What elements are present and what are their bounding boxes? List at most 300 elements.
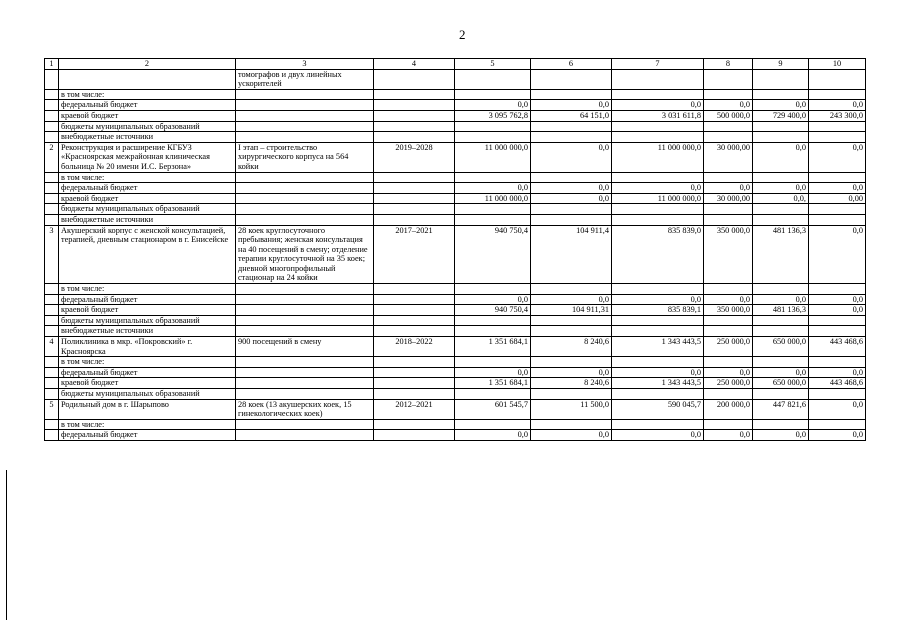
cell-col-7: [612, 326, 704, 337]
cell-col-5: 601 545,7: [455, 399, 531, 419]
cell-col-7: [612, 315, 704, 326]
cell-col-2: в том числе:: [59, 357, 236, 368]
cell-col-4: [374, 132, 455, 143]
cell-col-3: [236, 100, 374, 111]
cell-col-9: [753, 204, 809, 215]
cell-col-4: [374, 69, 455, 89]
cell-col-2: Реконструкция и расширение КГБУЗ «Красноярская межрайонная клиническая больница № 20 имени И.С. Берзона»: [59, 142, 236, 172]
cell-col-8: [704, 132, 753, 143]
cell-col-4: [374, 204, 455, 215]
cell-col-10: [809, 357, 866, 368]
cell-col-6: [531, 172, 612, 183]
cell-col-8: [704, 389, 753, 400]
cell-col-9: 0,0: [753, 294, 809, 305]
cell-col-10: 0,00: [809, 193, 866, 204]
cell-col-7: 835 839,1: [612, 305, 704, 316]
table-row: [45, 326, 866, 337]
cell-col-2: Акушерский корпус с женской консультацией, терапией, дневным стационаром в г. Енисейске: [59, 225, 236, 284]
cell-col-9: 0,0,: [753, 193, 809, 204]
cell-col-4: [374, 193, 455, 204]
cell-col-7: 0,0: [612, 183, 704, 194]
column-header: 6: [531, 59, 612, 70]
cell-col-10: [809, 326, 866, 337]
cell-col-2: в том числе:: [59, 284, 236, 295]
cell-col-10: 443 468,6: [809, 378, 866, 389]
cell-col-2: бюджеты муниципальных образований: [59, 121, 236, 132]
cell-col-1: [45, 193, 59, 204]
cell-col-8: 500 000,0: [704, 110, 753, 121]
cell-col-9: [753, 419, 809, 430]
cell-col-4: [374, 183, 455, 194]
cell-col-8: [704, 315, 753, 326]
cell-col-5: [455, 172, 531, 183]
cell-col-10: 0,0: [809, 100, 866, 111]
cell-col-1: [45, 89, 59, 100]
column-header: 8: [704, 59, 753, 70]
cell-col-8: [704, 89, 753, 100]
cell-col-3: [236, 430, 374, 441]
table-row: [45, 284, 866, 295]
cell-col-2: краевой бюджет: [59, 305, 236, 316]
table-body: [45, 59, 866, 441]
table-row: [45, 337, 866, 357]
cell-col-1: 4: [45, 337, 59, 357]
cell-col-5: 0,0: [455, 430, 531, 441]
cell-col-2: [59, 69, 236, 89]
cell-col-10: 0,0: [809, 225, 866, 284]
cell-col-9: 0,0: [753, 142, 809, 172]
cell-col-3: 28 коек круглосуточного пребывания; женская консультация на 40 посещений в смену; отделение терапии круглосуточной на 35 коек; дневной многопрофильный стационар на 24 койки: [236, 225, 374, 284]
cell-col-2: федеральный бюджет: [59, 294, 236, 305]
cell-col-6: [531, 326, 612, 337]
cell-col-3: [236, 378, 374, 389]
cell-col-8: 0,0: [704, 430, 753, 441]
cell-col-6: 0,0: [531, 183, 612, 194]
cell-col-7: 3 031 611,8: [612, 110, 704, 121]
cell-col-4: [374, 214, 455, 225]
cell-col-4: [374, 305, 455, 316]
table-row: [45, 389, 866, 400]
cell-col-6: 11 500,0: [531, 399, 612, 419]
table-row: [45, 183, 866, 194]
cell-col-5: [455, 214, 531, 225]
column-header: 9: [753, 59, 809, 70]
cell-col-6: [531, 132, 612, 143]
table-row: [45, 110, 866, 121]
cell-col-2: федеральный бюджет: [59, 430, 236, 441]
cell-col-6: [531, 419, 612, 430]
cell-col-9: [753, 69, 809, 89]
cell-col-8: [704, 357, 753, 368]
cell-col-5: 11 000 000,0: [455, 193, 531, 204]
cell-col-5: [455, 89, 531, 100]
cell-col-4: [374, 89, 455, 100]
table-row: [45, 294, 866, 305]
cell-col-6: 8 240,6: [531, 337, 612, 357]
cell-col-1: 5: [45, 399, 59, 419]
cell-col-9: 0,0: [753, 430, 809, 441]
cell-col-8: [704, 204, 753, 215]
cell-col-3: [236, 315, 374, 326]
cell-col-10: 0,0: [809, 367, 866, 378]
cell-col-1: [45, 100, 59, 111]
cell-col-8: 200 000,0: [704, 399, 753, 419]
table-row: [45, 357, 866, 368]
cell-col-9: [753, 132, 809, 143]
cell-col-9: [753, 326, 809, 337]
cell-col-6: 0,0: [531, 100, 612, 111]
cell-col-5: [455, 389, 531, 400]
cell-col-10: 0,0: [809, 430, 866, 441]
cell-col-3: [236, 357, 374, 368]
table-row: [45, 430, 866, 441]
cell-col-3: [236, 204, 374, 215]
cell-col-2: внебюджетные источники: [59, 214, 236, 225]
cell-col-1: [45, 294, 59, 305]
cell-col-3: [236, 419, 374, 430]
table-row: [45, 399, 866, 419]
cell-col-3: [236, 172, 374, 183]
table-row: [45, 142, 866, 172]
cell-col-8: 0,0: [704, 367, 753, 378]
cell-col-3: [236, 121, 374, 132]
cell-col-8: [704, 172, 753, 183]
column-header: 5: [455, 59, 531, 70]
cell-col-9: [753, 284, 809, 295]
table-row: [45, 378, 866, 389]
cell-col-7: 11 000 000,0: [612, 142, 704, 172]
cell-col-7: 1 343 443,5: [612, 337, 704, 357]
column-header: 2: [59, 59, 236, 70]
cell-col-8: 30 000,00: [704, 193, 753, 204]
cell-col-1: [45, 367, 59, 378]
cell-col-1: [45, 183, 59, 194]
cell-col-5: [455, 419, 531, 430]
cell-col-5: 940 750,4: [455, 225, 531, 284]
cell-col-3: 28 коек (13 акушерских коек, 15 гинекологических коек): [236, 399, 374, 419]
cell-col-9: 0,0: [753, 100, 809, 111]
cell-col-2: федеральный бюджет: [59, 183, 236, 194]
table-row: [45, 367, 866, 378]
cell-col-10: [809, 284, 866, 295]
cell-col-10: [809, 172, 866, 183]
cell-col-10: [809, 315, 866, 326]
cell-col-6: [531, 214, 612, 225]
cell-col-10: [809, 89, 866, 100]
column-header: 4: [374, 59, 455, 70]
table-row: [45, 225, 866, 284]
cell-col-1: [45, 419, 59, 430]
margin-line: [6, 470, 7, 620]
cell-col-7: 590 045,7: [612, 399, 704, 419]
cell-col-10: 443 468,6: [809, 337, 866, 357]
cell-col-8: 0,0: [704, 100, 753, 111]
cell-col-8: [704, 121, 753, 132]
cell-col-3: [236, 326, 374, 337]
cell-col-2: краевой бюджет: [59, 193, 236, 204]
cell-col-5: [455, 357, 531, 368]
cell-col-5: 0,0: [455, 367, 531, 378]
cell-col-7: 0,0: [612, 100, 704, 111]
cell-col-4: [374, 121, 455, 132]
cell-col-8: 350 000,0: [704, 305, 753, 316]
page-number: 2: [459, 27, 466, 42]
cell-col-2: бюджеты муниципальных образований: [59, 204, 236, 215]
cell-col-3: 900 посещений в смену: [236, 337, 374, 357]
cell-col-1: [45, 69, 59, 89]
cell-col-10: 0,0: [809, 142, 866, 172]
cell-col-7: 0,0: [612, 367, 704, 378]
table-row: [45, 132, 866, 143]
cell-col-7: 11 000 000,0: [612, 193, 704, 204]
cell-col-6: [531, 121, 612, 132]
cell-col-9: [753, 315, 809, 326]
table-row: [45, 204, 866, 215]
cell-col-7: [612, 121, 704, 132]
cell-col-9: 0,0: [753, 367, 809, 378]
cell-col-6: 64 151,0: [531, 110, 612, 121]
cell-col-1: [45, 430, 59, 441]
cell-col-6: 0,0: [531, 430, 612, 441]
cell-col-6: 0,0: [531, 294, 612, 305]
cell-col-2: Поликлиника в мкр. «Покровский» г. Красноярска: [59, 337, 236, 357]
cell-col-8: 250 000,0: [704, 378, 753, 389]
cell-col-9: 447 821,6: [753, 399, 809, 419]
cell-col-7: 0,0: [612, 430, 704, 441]
cell-col-4: 2017–2021: [374, 225, 455, 284]
cell-col-3: [236, 294, 374, 305]
cell-col-4: [374, 172, 455, 183]
table-row: [45, 419, 866, 430]
cell-col-7: [612, 69, 704, 89]
cell-col-10: [809, 69, 866, 89]
table-row: [45, 193, 866, 204]
cell-col-8: [704, 326, 753, 337]
cell-col-10: 0,0: [809, 294, 866, 305]
table-row: [45, 69, 866, 89]
cell-col-9: 729 400,0: [753, 110, 809, 121]
cell-col-4: [374, 357, 455, 368]
cell-col-9: [753, 357, 809, 368]
cell-col-5: [455, 204, 531, 215]
cell-col-1: [45, 132, 59, 143]
cell-col-1: [45, 378, 59, 389]
cell-col-9: 650 000,0: [753, 337, 809, 357]
cell-col-6: 0,0: [531, 193, 612, 204]
cell-col-10: [809, 389, 866, 400]
cell-col-5: [455, 315, 531, 326]
table-row: [45, 315, 866, 326]
column-header: 3: [236, 59, 374, 70]
cell-col-1: 3: [45, 225, 59, 284]
cell-col-5: [455, 69, 531, 89]
cell-col-5: [455, 132, 531, 143]
cell-col-10: [809, 121, 866, 132]
cell-col-10: 243 300,0: [809, 110, 866, 121]
cell-col-4: [374, 389, 455, 400]
cell-col-10: 0,0: [809, 399, 866, 419]
table-row: [45, 305, 866, 316]
header-row: [45, 59, 866, 70]
cell-col-7: [612, 357, 704, 368]
cell-col-3: [236, 132, 374, 143]
cell-col-6: [531, 69, 612, 89]
cell-col-6: [531, 204, 612, 215]
cell-col-10: [809, 214, 866, 225]
cell-col-7: [612, 204, 704, 215]
cell-col-1: [45, 204, 59, 215]
cell-col-7: [612, 389, 704, 400]
table-row: [45, 172, 866, 183]
cell-col-8: [704, 419, 753, 430]
cell-col-4: [374, 419, 455, 430]
cell-col-3: томографов и двух линейных ускорителей: [236, 69, 374, 89]
cell-col-2: краевой бюджет: [59, 378, 236, 389]
cell-col-3: [236, 367, 374, 378]
cell-col-1: [45, 315, 59, 326]
cell-col-8: 0,0: [704, 183, 753, 194]
cell-col-5: 0,0: [455, 294, 531, 305]
cell-col-1: [45, 305, 59, 316]
cell-col-2: в том числе:: [59, 419, 236, 430]
cell-col-8: [704, 69, 753, 89]
cell-col-7: 0,0: [612, 294, 704, 305]
cell-col-4: [374, 110, 455, 121]
cell-col-4: [374, 294, 455, 305]
cell-col-1: [45, 172, 59, 183]
cell-col-4: 2019–2028: [374, 142, 455, 172]
cell-col-4: [374, 378, 455, 389]
cell-col-8: 250 000,0: [704, 337, 753, 357]
cell-col-6: [531, 357, 612, 368]
cell-col-6: 8 240,6: [531, 378, 612, 389]
cell-col-5: 0,0: [455, 183, 531, 194]
cell-col-9: [753, 214, 809, 225]
cell-col-9: 481 136,3: [753, 225, 809, 284]
cell-col-7: [612, 132, 704, 143]
cell-col-3: [236, 389, 374, 400]
cell-col-2: Родильный дом в г. Шарыпово: [59, 399, 236, 419]
cell-col-3: [236, 284, 374, 295]
cell-col-8: 30 000,00: [704, 142, 753, 172]
cell-col-4: [374, 367, 455, 378]
cell-col-2: внебюджетные источники: [59, 132, 236, 143]
cell-col-9: [753, 121, 809, 132]
cell-col-5: 1 351 684,1: [455, 378, 531, 389]
cell-col-4: [374, 284, 455, 295]
cell-col-4: [374, 100, 455, 111]
cell-col-9: [753, 389, 809, 400]
cell-col-2: бюджеты муниципальных образований: [59, 315, 236, 326]
cell-col-9: [753, 172, 809, 183]
cell-col-9: [753, 89, 809, 100]
cell-col-4: [374, 430, 455, 441]
cell-col-7: 1 343 443,5: [612, 378, 704, 389]
cell-col-5: 11 000 000,0: [455, 142, 531, 172]
cell-col-9: 650 000,0: [753, 378, 809, 389]
cell-col-6: [531, 389, 612, 400]
column-header: 10: [809, 59, 866, 70]
cell-col-4: [374, 326, 455, 337]
cell-col-7: [612, 419, 704, 430]
cell-col-6: 104 911,31: [531, 305, 612, 316]
cell-col-7: 835 839,0: [612, 225, 704, 284]
cell-col-8: [704, 214, 753, 225]
cell-col-2: бюджеты муниципальных образований: [59, 389, 236, 400]
cell-col-2: федеральный бюджет: [59, 100, 236, 111]
cell-col-1: [45, 326, 59, 337]
table-row: [45, 100, 866, 111]
cell-col-9: 481 136,3: [753, 305, 809, 316]
cell-col-6: 0,0: [531, 142, 612, 172]
cell-col-10: [809, 132, 866, 143]
cell-col-2: краевой бюджет: [59, 110, 236, 121]
cell-col-4: [374, 315, 455, 326]
cell-col-1: [45, 214, 59, 225]
cell-col-10: 0,0: [809, 305, 866, 316]
cell-col-4: 2012–2021: [374, 399, 455, 419]
cell-col-5: 3 095 762,8: [455, 110, 531, 121]
cell-col-2: федеральный бюджет: [59, 367, 236, 378]
cell-col-8: 350 000,0: [704, 225, 753, 284]
cell-col-7: [612, 89, 704, 100]
column-header: 1: [45, 59, 59, 70]
cell-col-4: 2018–2022: [374, 337, 455, 357]
cell-col-6: 0,0: [531, 367, 612, 378]
cell-col-3: [236, 305, 374, 316]
cell-col-6: [531, 284, 612, 295]
cell-col-6: [531, 315, 612, 326]
cell-col-1: [45, 389, 59, 400]
cell-col-2: внебюджетные источники: [59, 326, 236, 337]
cell-col-5: [455, 121, 531, 132]
cell-col-7: [612, 214, 704, 225]
funding-table: [44, 58, 866, 441]
table-row: [45, 121, 866, 132]
cell-col-3: [236, 183, 374, 194]
cell-col-6: [531, 89, 612, 100]
cell-col-2: в том числе:: [59, 89, 236, 100]
cell-col-1: [45, 121, 59, 132]
cell-col-8: 0,0: [704, 294, 753, 305]
cell-col-7: [612, 284, 704, 295]
table-row: [45, 214, 866, 225]
cell-col-3: [236, 214, 374, 225]
cell-col-5: 940 750,4: [455, 305, 531, 316]
cell-col-5: 1 351 684,1: [455, 337, 531, 357]
cell-col-5: 0,0: [455, 100, 531, 111]
cell-col-6: 104 911,4: [531, 225, 612, 284]
cell-col-5: [455, 326, 531, 337]
cell-col-8: [704, 284, 753, 295]
cell-col-5: [455, 284, 531, 295]
cell-col-1: [45, 357, 59, 368]
cell-col-3: [236, 110, 374, 121]
cell-col-1: 2: [45, 142, 59, 172]
cell-col-1: [45, 110, 59, 121]
cell-col-10: 0,0: [809, 183, 866, 194]
cell-col-3: I этап – строительство хирургического корпуса на 564 койки: [236, 142, 374, 172]
cell-col-2: в том числе:: [59, 172, 236, 183]
table-row: [45, 89, 866, 100]
cell-col-3: [236, 89, 374, 100]
cell-col-10: [809, 204, 866, 215]
cell-col-3: [236, 193, 374, 204]
column-header: 7: [612, 59, 704, 70]
cell-col-10: [809, 419, 866, 430]
cell-col-9: 0,0: [753, 183, 809, 194]
cell-col-7: [612, 172, 704, 183]
